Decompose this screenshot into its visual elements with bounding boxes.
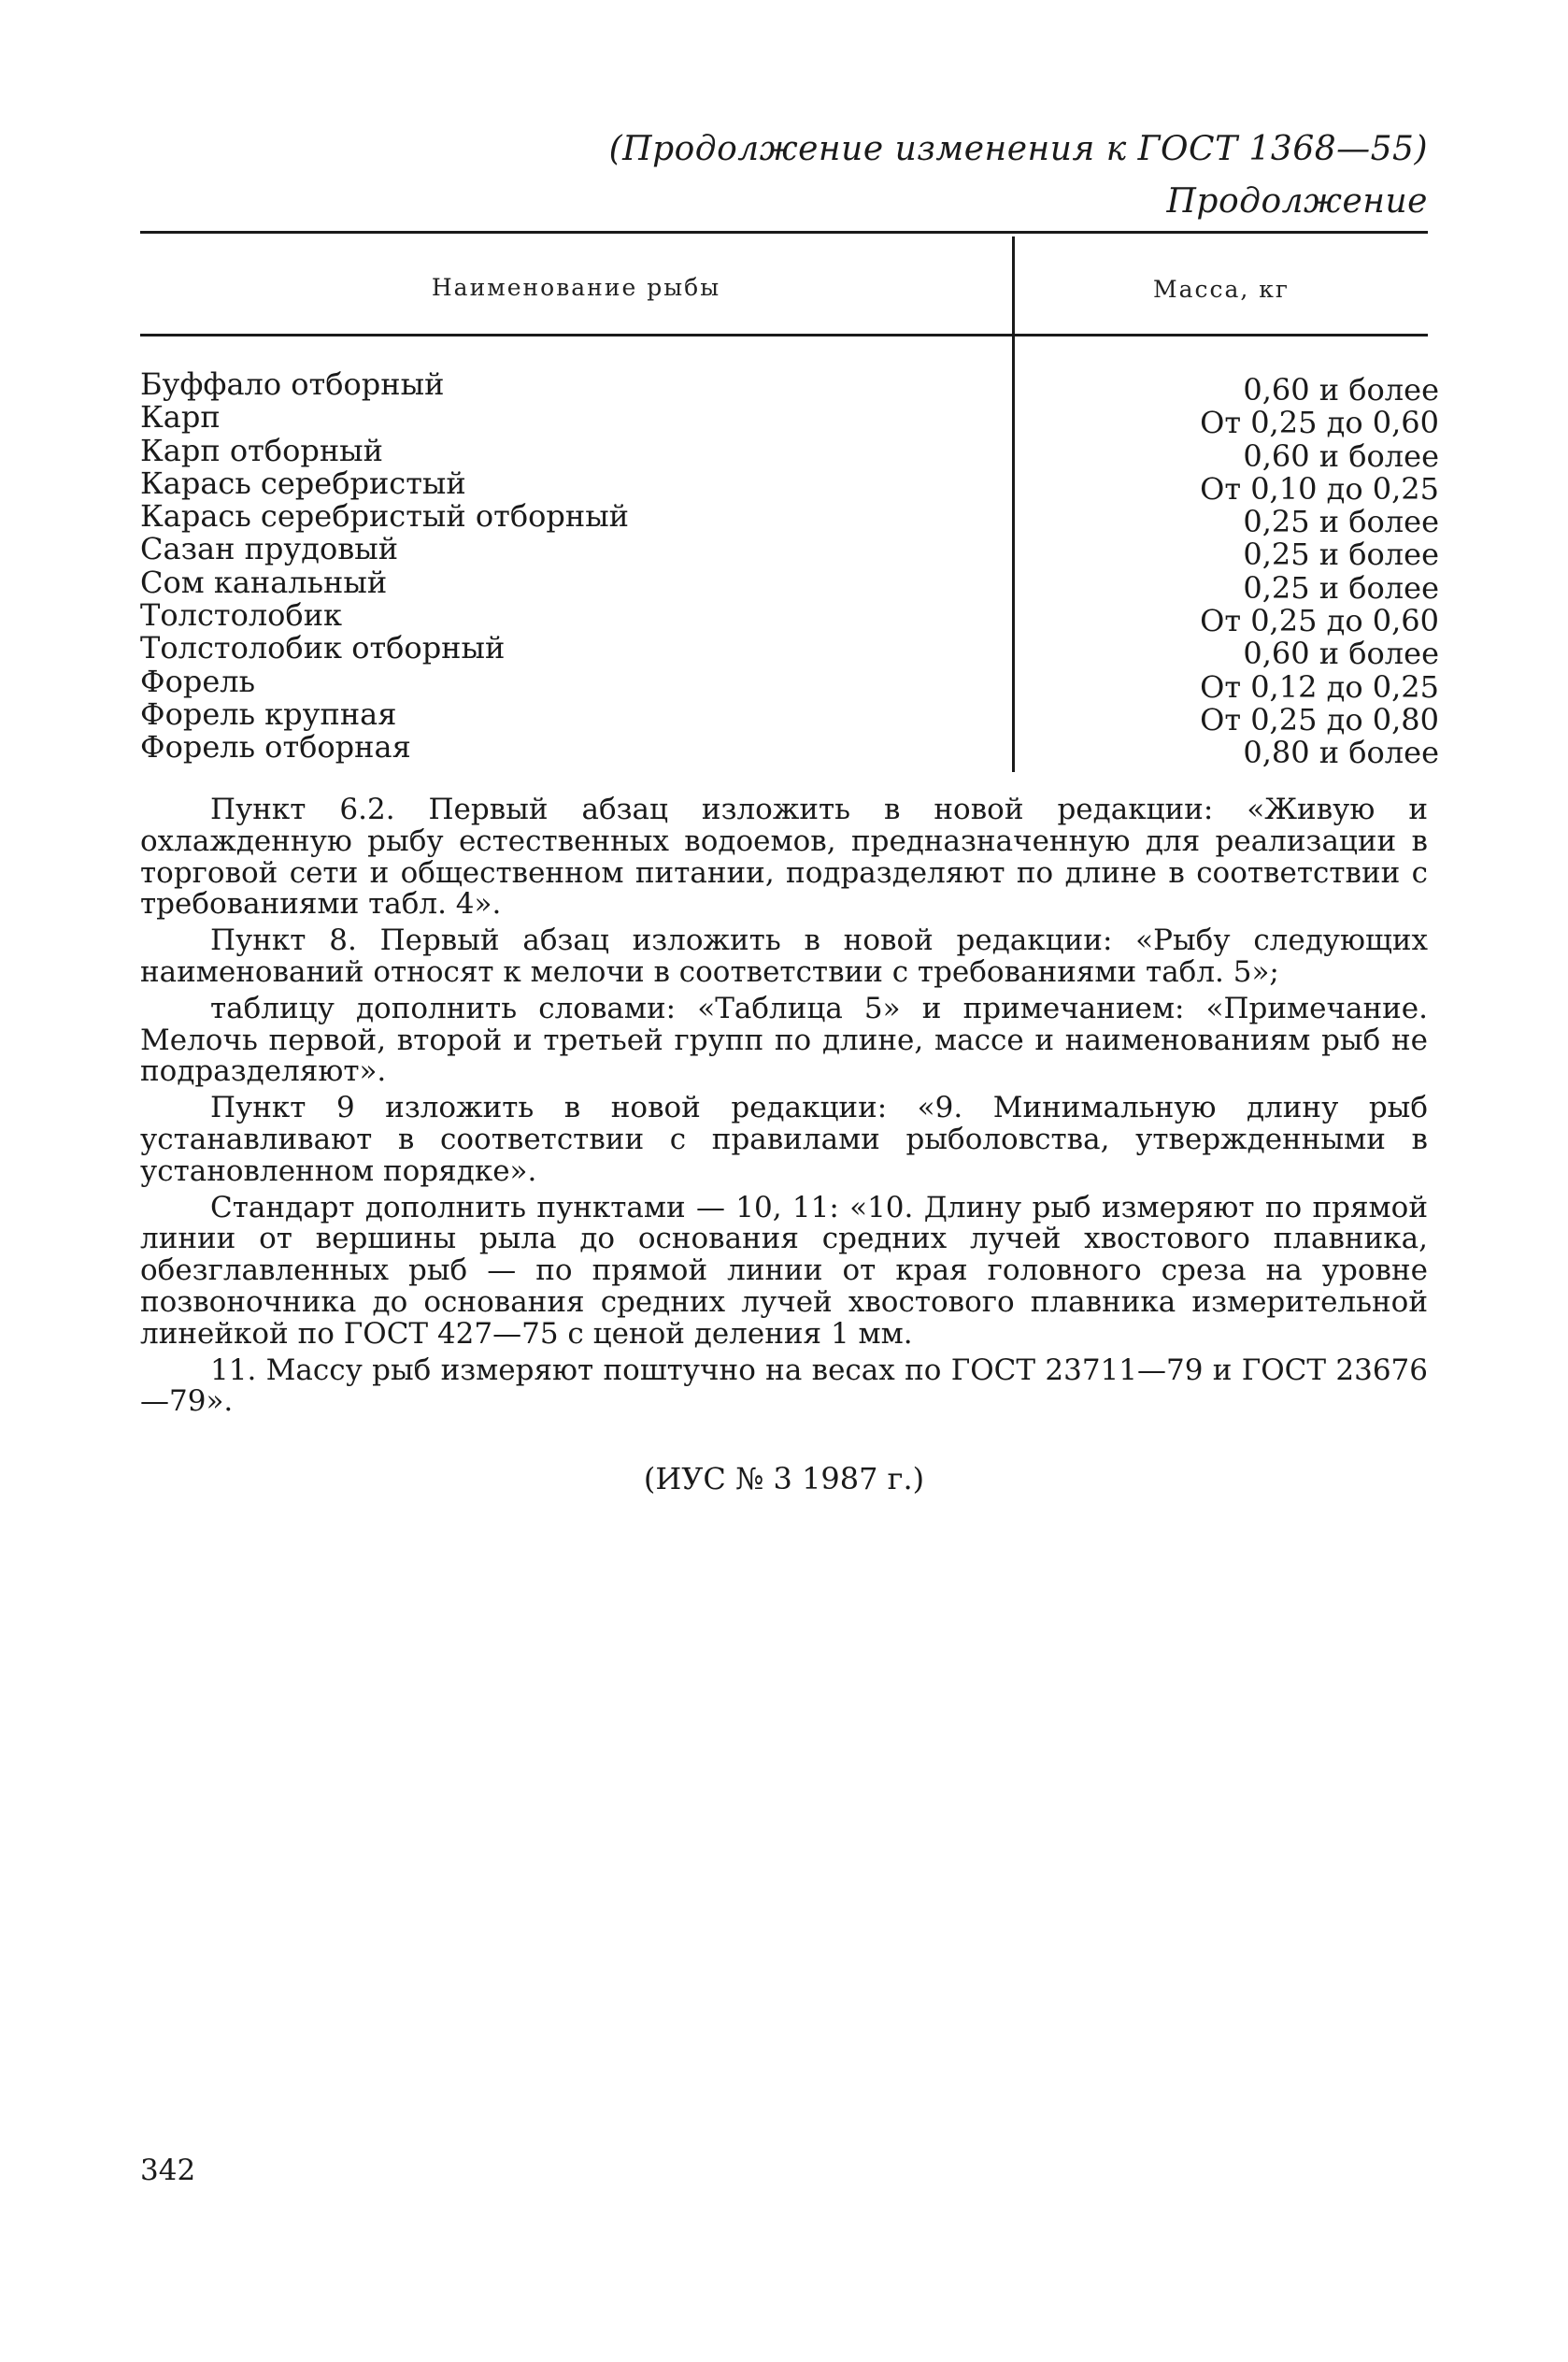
fish-mass: 0,60 и более	[1243, 437, 1439, 474]
fish-mass-column	[1019, 374, 1439, 770]
column-header-mass: Масса, кг	[1152, 276, 1290, 303]
fish-mass: 0,60 и более	[1243, 636, 1439, 672]
fish-mass: От 0,25 до 0,80	[1200, 701, 1439, 737]
fish-name: Карась серебристый	[140, 465, 466, 501]
table-top-rule	[140, 231, 1428, 234]
paragraph-item-9: Пункт 9 изложить в новой редакции: «9. Минимальную длину рыб устанавливают в соответствии с правилами рыболовства, утвержденными в установленном порядке».	[140, 1091, 1428, 1188]
fish-name-column	[140, 368, 981, 765]
fish-name: Толстолобик отборный	[140, 630, 506, 666]
fish-mass: 0,80 и более	[1243, 735, 1439, 771]
header-continuation: Продолжение	[1166, 182, 1428, 221]
fish-name: Карась серебристый отборный	[140, 498, 629, 535]
paragraph-table-note: таблицу дополнить словами: «Таблица 5» и примечанием: «Примечание. Мелочь первой, второй и третьей групп по длине, массе и наименованиям рыб не подразделяют».	[140, 991, 1428, 1089]
paragraph-items-10-11: Стандарт дополнить пунктами — 10, 11: «10. Длину рыб измеряют по прямой линии от вершины рыла до основания средних лучей хвостового плавника, обезглавленных рыб — по прямой линии от края головного среза на уровне позвоночника до основания средних лучей хвостового плавника измерительной линейкой по ГОСТ 427—75 с ценой деления 1 мм.	[140, 1190, 1428, 1351]
page-number: 342	[140, 2154, 196, 2187]
fish-mass: 0,25 и более	[1243, 504, 1439, 540]
fish-name: Карп отборный	[140, 432, 383, 468]
fish-mass: От 0,10 до 0,25	[1200, 470, 1439, 507]
fish-mass: От 0,12 до 0,25	[1200, 668, 1439, 705]
header-title: (Продолжение изменения к ГОСТ 1368—55)	[608, 130, 1428, 168]
fish-name: Сазан прудовый	[140, 531, 399, 567]
source-reference: (ИУС № 3 1987 г.)	[643, 1461, 925, 1496]
table-column-divider	[1012, 236, 1015, 772]
paragraph-item-11: 11. Массу рыб измеряют поштучно на весах по ГОСТ 23711—79 и ГОСТ 23676—79».	[140, 1353, 1428, 1419]
fish-name: Карп	[140, 399, 221, 436]
fish-name: Толстолобик	[140, 597, 343, 634]
fish-mass: 0,25 и более	[1243, 537, 1439, 573]
fish-mass: От 0,25 до 0,60	[1200, 603, 1439, 639]
paragraph-item-8: Пункт 8. Первый абзац изложить в новой редакции: «Рыбу следующих наименований относят к мелочи в соответствии с требованиями табл. 5»;	[140, 923, 1428, 989]
fish-name: Форель	[140, 663, 255, 699]
paragraph-item-6-2: Пункт 6.2. Первый абзац изложить в новой редакции: «Живую и охлажденную рыбу естественных водоемов, предназначенную для реализации в торговой сети и общественном питании, подразделяют по длине в соответствии с требованиями табл. 4».	[140, 793, 1428, 922]
fish-mass: 0,25 и более	[1243, 569, 1439, 606]
fish-name: Форель отборная	[140, 729, 411, 766]
fish-mass: 0,60 и более	[1243, 372, 1439, 408]
fish-name: Сом канальный	[140, 564, 388, 600]
column-header-name: Наименование рыбы	[431, 274, 721, 301]
fish-name: Буффало отборный	[140, 366, 445, 402]
amendment-text	[140, 794, 1428, 1423]
table-header-rule	[140, 334, 1428, 336]
fish-mass: От 0,25 до 0,60	[1200, 405, 1439, 441]
fish-name: Форель крупная	[140, 695, 397, 732]
